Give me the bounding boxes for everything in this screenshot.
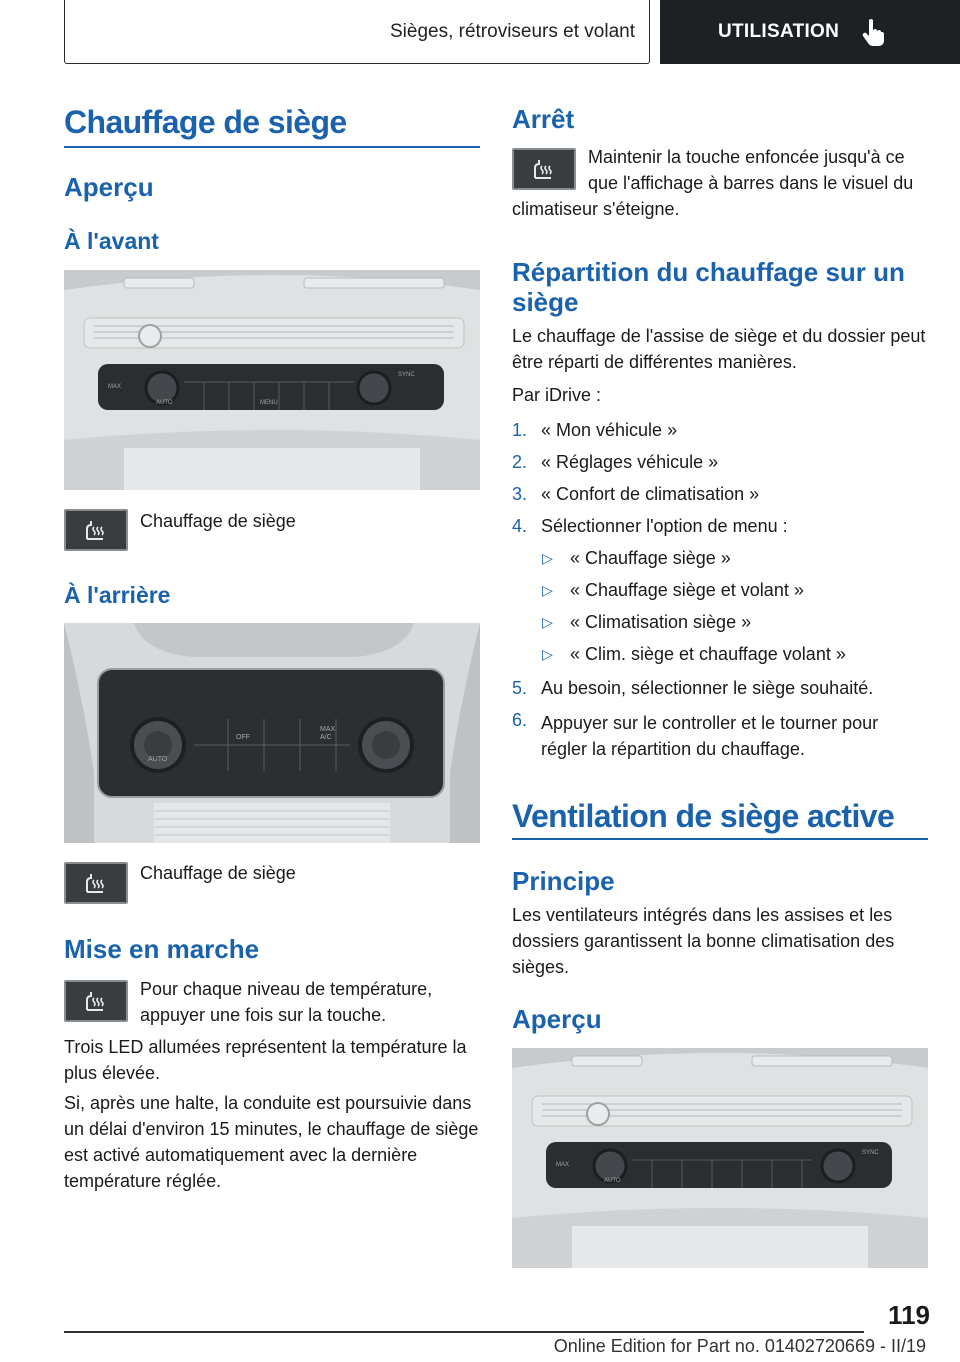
rear-auto-label: AUTO <box>148 756 168 763</box>
seat-heating-button-icon <box>64 509 128 551</box>
switch-off-button-icon <box>512 148 576 190</box>
rear-seat-heating-button-icon <box>64 862 128 904</box>
switch-on-button-icon <box>64 980 128 1022</box>
substep-text: « Climatisation siège » <box>570 612 752 632</box>
step-number: 1. <box>512 420 528 440</box>
rear-off-label: OFF <box>236 734 250 741</box>
rear-climate-panel-photo <box>64 623 480 843</box>
step-text: « Mon véhicule » <box>541 420 678 440</box>
header-chapter-tab <box>660 0 960 64</box>
auto-reactivation-paragraph: Si, après une halte, la conduite est poursuivie dans un délai d'environ 15 minutes, le chauffage de siège est activé automatiquement avec la dernière température réglée. <box>64 1093 479 1191</box>
ventilation-heading-underline <box>512 838 928 840</box>
overview-heading: Aperçu <box>64 172 154 202</box>
footer-edition: Online Edition for Part no. 01402720669 - II/19 <box>553 1336 926 1356</box>
main-heading: Chauffage de siège <box>64 104 347 140</box>
step-text: Sélectionner l'option de menu : <box>541 516 788 536</box>
switch-off-heading: Arrêt <box>512 104 575 134</box>
front-heading: À l'avant <box>64 228 159 254</box>
principle-heading: Principe <box>512 866 615 896</box>
substep-bullet: ▷ <box>542 550 553 566</box>
principle-text: Les ventilateurs intégrés dans les assises et les dossiers garantissent la bonne climatisation des sièges. <box>512 905 895 977</box>
distribution-heading-line2: siège <box>512 287 579 317</box>
step-number: 5. <box>512 678 528 698</box>
vent-sync-label: SYNC <box>862 1150 879 1156</box>
step-number: 4. <box>512 516 528 536</box>
distribution-heading-line1: Répartition du chauffage sur un <box>512 257 905 287</box>
idrive-label: Par iDrive : <box>512 385 602 405</box>
front-sync-label: SYNC <box>398 372 415 378</box>
substep-text: « Chauffage siège et volant » <box>570 580 804 600</box>
step-text: Appuyer sur le controller et le tourner pour régler la répartition du chauffage. <box>541 713 879 759</box>
step-text: « Réglages véhicule » <box>541 452 719 472</box>
substep-bullet: ▷ <box>542 582 553 598</box>
section-title-text: Sièges, rétroviseurs et volant <box>389 20 635 42</box>
substep-text: « Chauffage siège » <box>570 548 731 568</box>
step-number: 6. <box>512 710 528 730</box>
step-number: 2. <box>512 452 528 472</box>
switch-on-heading: Mise en marche <box>64 934 260 964</box>
rear-max-label: MAX <box>320 726 336 733</box>
switch-off-text-line3: climatiseur s'éteigne. <box>512 199 680 219</box>
seat-heat-icon <box>81 988 111 1014</box>
switch-off-text-line1: Maintenir la touche enfoncée jusqu'à ce <box>588 147 905 167</box>
ventilation-panel-photo <box>512 1048 928 1268</box>
step-text: « Confort de climatisation » <box>541 484 760 504</box>
distribution-text: Le chauffage de l'assise de siège et du dossier peut être réparti de différentes manières. <box>512 326 926 372</box>
page-number: 119 <box>888 1300 930 1330</box>
seat-heat-icon <box>81 517 111 543</box>
switch-on-text: Pour chaque niveau de température, appuyer une fois sur la touche. <box>140 979 433 1025</box>
front-max-label: MAX <box>108 384 122 390</box>
vent-max-label: MAX <box>556 1162 570 1168</box>
substep-bullet: ▷ <box>542 614 553 630</box>
chapter-title-text: UTILISATION <box>718 21 840 42</box>
seat-heat-icon <box>529 156 559 182</box>
step-number: 3. <box>512 484 528 504</box>
led-paragraph: Trois LED allumées représentent la température la plus élevée. <box>64 1037 467 1083</box>
substep-bullet: ▷ <box>542 646 553 662</box>
vent-auto-label: AUTO <box>604 1178 621 1184</box>
front-menu-label: MENU <box>260 400 278 406</box>
step-text: Au besoin, sélectionner le siège souhaité. <box>541 678 874 698</box>
front-caption: Chauffage de siège <box>140 511 296 531</box>
seat-heat-icon <box>81 870 111 896</box>
pointing-hand-icon <box>861 18 885 46</box>
ventilation-heading: Ventilation de siège active <box>512 798 895 834</box>
rear-caption: Chauffage de siège <box>140 863 296 883</box>
front-auto-label: AUTO <box>156 400 173 406</box>
footer-rule <box>64 1331 864 1333</box>
front-climate-panel-photo <box>64 270 480 490</box>
header-section-title <box>64 0 650 64</box>
overview-heading-2: Aperçu <box>512 1004 602 1034</box>
switch-off-text-line2: que l'affichage à barres dans le visuel du <box>588 173 914 193</box>
heading-underline <box>64 146 480 148</box>
rear-heading: À l'arrière <box>64 582 171 608</box>
substep-text: « Clim. siège et chauffage volant » <box>570 644 846 664</box>
rear-ac-label: A/C <box>320 734 332 741</box>
